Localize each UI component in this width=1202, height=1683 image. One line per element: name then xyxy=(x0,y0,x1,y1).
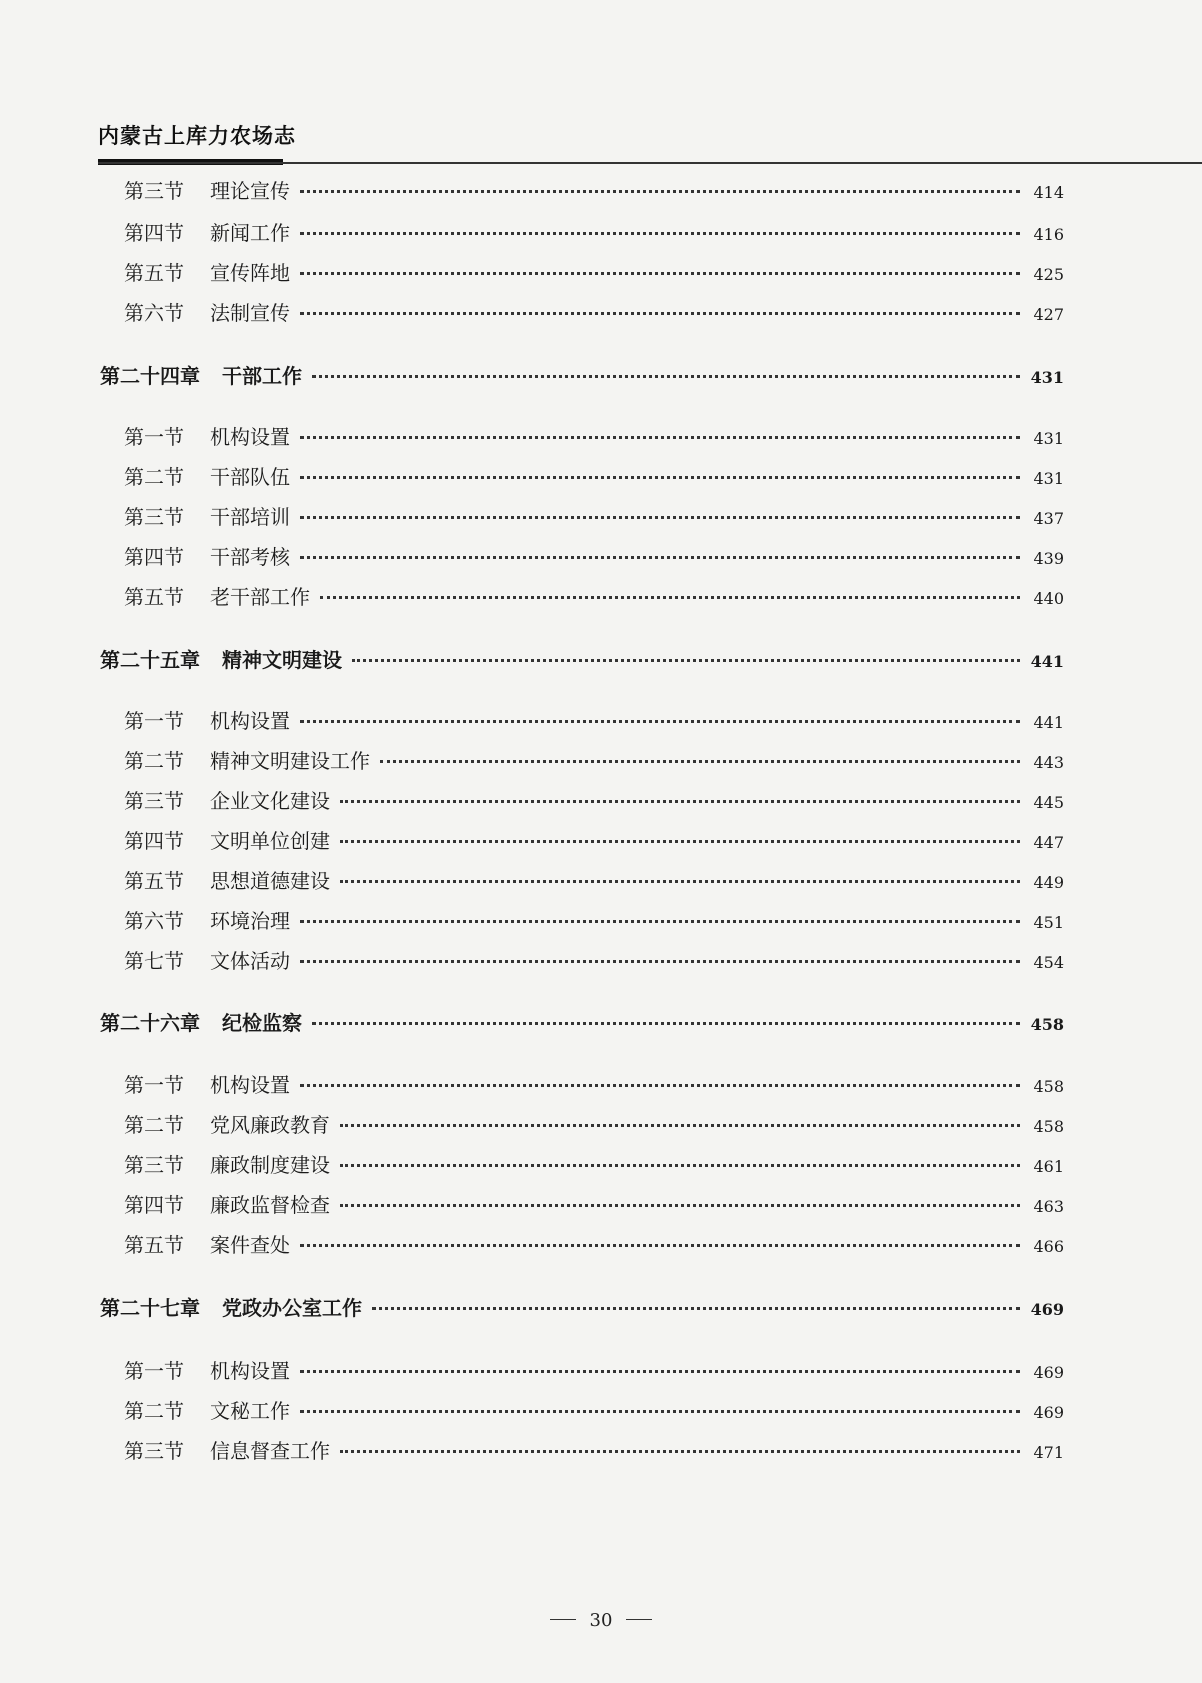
toc-section-row xyxy=(124,297,1064,327)
section-title: 文明单位创建 xyxy=(210,829,330,853)
section-number: 第四节 xyxy=(124,545,184,569)
dot-leader xyxy=(320,596,1020,599)
toc-page-number: 414 xyxy=(1033,183,1064,202)
section-title: 环境治理 xyxy=(210,909,290,933)
running-header-title: 内蒙古上库力农场志 xyxy=(98,123,296,148)
toc-section-row xyxy=(124,785,1064,815)
toc-section-row xyxy=(124,1395,1064,1425)
toc-page-number: 466 xyxy=(1033,1237,1064,1256)
toc-page-number: 461 xyxy=(1033,1157,1064,1176)
section-number: 第三节 xyxy=(124,505,184,529)
section-title: 理论宣传 xyxy=(210,179,290,203)
toc-page-number: 440 xyxy=(1033,589,1064,608)
section-number: 第六节 xyxy=(124,301,184,325)
section-title: 老干部工作 xyxy=(210,585,310,609)
footer-dash-left xyxy=(550,1619,576,1620)
chapter-title: 纪检监察 xyxy=(222,1011,302,1035)
toc-page-number: 431 xyxy=(1033,429,1064,448)
section-title: 法制宣传 xyxy=(210,301,290,325)
dot-leader xyxy=(300,312,1020,315)
section-number: 第六节 xyxy=(124,909,184,933)
section-number: 第三节 xyxy=(124,1153,184,1177)
chapter-number: 第二十七章 xyxy=(100,1296,200,1320)
toc-page-number: 439 xyxy=(1033,549,1064,568)
section-title: 干部培训 xyxy=(210,505,290,529)
section-title: 新闻工作 xyxy=(210,221,290,245)
toc-page-number: 454 xyxy=(1033,953,1064,972)
section-title: 思想道德建设 xyxy=(210,869,330,893)
toc-page-number: 458 xyxy=(1030,1015,1064,1034)
section-title: 机构设置 xyxy=(210,1359,290,1383)
toc-page-number: 425 xyxy=(1033,265,1064,284)
page-footer xyxy=(0,1610,1202,1631)
dot-leader xyxy=(340,880,1020,883)
section-number: 第二节 xyxy=(124,465,184,489)
toc-page-number: 469 xyxy=(1033,1363,1064,1382)
section-number: 第四节 xyxy=(124,1193,184,1217)
toc-section-row xyxy=(124,175,1064,205)
dot-leader xyxy=(300,272,1020,275)
toc-page-number: 463 xyxy=(1033,1197,1064,1216)
toc-chapter-row xyxy=(100,1007,1064,1037)
chapter-title: 党政办公室工作 xyxy=(222,1296,362,1320)
chapter-title: 干部工作 xyxy=(222,364,302,388)
section-title: 廉政监督检查 xyxy=(210,1193,330,1217)
toc-section-row xyxy=(124,1435,1064,1465)
dot-leader xyxy=(300,1244,1020,1247)
section-number: 第三节 xyxy=(124,789,184,813)
section-number: 第三节 xyxy=(124,1439,184,1463)
toc-section-row xyxy=(124,745,1064,775)
chapter-title: 精神文明建设 xyxy=(222,648,342,672)
footer-dash-right xyxy=(626,1619,652,1620)
toc-page-number: 469 xyxy=(1030,1300,1064,1319)
page-number: 30 xyxy=(589,1610,613,1631)
toc-section-row xyxy=(124,945,1064,975)
toc-page-number: 445 xyxy=(1033,793,1064,812)
toc-page-number: 443 xyxy=(1033,753,1064,772)
dot-leader xyxy=(340,800,1020,803)
toc-page-number: 437 xyxy=(1033,509,1064,528)
dot-leader xyxy=(300,476,1020,479)
dot-leader xyxy=(312,375,1020,378)
toc-page-number: 469 xyxy=(1033,1403,1064,1422)
section-title: 案件查处 xyxy=(210,1233,290,1257)
section-number: 第三节 xyxy=(124,179,184,203)
dot-leader xyxy=(300,920,1020,923)
section-title: 党风廉政教育 xyxy=(210,1113,330,1137)
dot-leader xyxy=(300,960,1020,963)
toc-chapter-row xyxy=(100,360,1064,390)
section-number: 第七节 xyxy=(124,949,184,973)
toc-section-row xyxy=(124,461,1064,491)
toc-section-row xyxy=(124,1109,1064,1139)
section-number: 第五节 xyxy=(124,261,184,285)
dot-leader xyxy=(340,1164,1020,1167)
section-title: 宣传阵地 xyxy=(210,261,290,285)
dot-leader xyxy=(380,760,1020,763)
toc-section-row xyxy=(124,501,1064,531)
toc-chapter-row xyxy=(100,1292,1064,1322)
toc-section-row xyxy=(124,1189,1064,1219)
toc-section-row xyxy=(124,217,1064,247)
section-number: 第二节 xyxy=(124,1113,184,1137)
toc-section-row xyxy=(124,421,1064,451)
chapter-number: 第二十四章 xyxy=(100,364,200,388)
toc-section-row xyxy=(124,865,1064,895)
section-number: 第一节 xyxy=(124,1073,184,1097)
toc-page-number: 441 xyxy=(1033,713,1064,732)
section-title: 文体活动 xyxy=(210,949,290,973)
dot-leader xyxy=(300,232,1020,235)
section-number: 第四节 xyxy=(124,829,184,853)
toc-page-number: 431 xyxy=(1033,469,1064,488)
chapter-number: 第二十五章 xyxy=(100,648,200,672)
section-number: 第一节 xyxy=(124,709,184,733)
section-title: 信息督查工作 xyxy=(210,1439,330,1463)
toc-section-row xyxy=(124,257,1064,287)
section-title: 机构设置 xyxy=(210,709,290,733)
toc-page-number: 427 xyxy=(1033,305,1064,324)
section-title: 干部队伍 xyxy=(210,465,290,489)
dot-leader xyxy=(300,436,1020,439)
section-title: 干部考核 xyxy=(210,545,290,569)
section-title: 文秘工作 xyxy=(210,1399,290,1423)
dot-leader xyxy=(312,1022,1020,1025)
toc-page-number: 458 xyxy=(1033,1117,1064,1136)
dot-leader xyxy=(300,1084,1020,1087)
toc-page-number: 458 xyxy=(1033,1077,1064,1096)
toc-section-row xyxy=(124,1355,1064,1385)
section-number: 第二节 xyxy=(124,1399,184,1423)
section-title: 企业文化建设 xyxy=(210,789,330,813)
dot-leader xyxy=(340,1124,1020,1127)
toc-section-row xyxy=(124,705,1064,735)
section-number: 第五节 xyxy=(124,1233,184,1257)
dot-leader xyxy=(340,840,1020,843)
toc-page-number: 451 xyxy=(1033,913,1064,932)
dot-leader xyxy=(300,190,1020,193)
toc-section-row xyxy=(124,1229,1064,1259)
toc-section-row xyxy=(124,581,1064,611)
toc-page-number: 447 xyxy=(1033,833,1064,852)
toc-page-number: 431 xyxy=(1030,368,1064,387)
header-rule xyxy=(98,162,1202,164)
toc-page-number: 471 xyxy=(1033,1443,1064,1462)
dot-leader xyxy=(352,659,1020,662)
toc-section-row xyxy=(124,905,1064,935)
dot-leader xyxy=(300,720,1020,723)
chapter-number: 第二十六章 xyxy=(100,1011,200,1035)
section-number: 第五节 xyxy=(124,585,184,609)
section-number: 第一节 xyxy=(124,425,184,449)
dot-leader xyxy=(340,1204,1020,1207)
toc-page-number: 441 xyxy=(1030,652,1064,671)
toc-section-row xyxy=(124,1149,1064,1179)
toc-chapter-row xyxy=(100,644,1064,674)
toc-section-row xyxy=(124,825,1064,855)
dot-leader xyxy=(372,1307,1020,1310)
dot-leader xyxy=(300,1370,1020,1373)
section-number: 第一节 xyxy=(124,1359,184,1383)
section-title: 机构设置 xyxy=(210,1073,290,1097)
dot-leader xyxy=(300,516,1020,519)
toc-page-number: 416 xyxy=(1033,225,1064,244)
toc-section-row xyxy=(124,541,1064,571)
dot-leader xyxy=(300,1410,1020,1413)
toc-page-number: 449 xyxy=(1033,873,1064,892)
section-number: 第二节 xyxy=(124,749,184,773)
section-title: 廉政制度建设 xyxy=(210,1153,330,1177)
toc-section-row xyxy=(124,1069,1064,1099)
section-number: 第四节 xyxy=(124,221,184,245)
dot-leader xyxy=(340,1450,1020,1453)
dot-leader xyxy=(300,556,1020,559)
section-title: 精神文明建设工作 xyxy=(210,749,370,773)
section-title: 机构设置 xyxy=(210,425,290,449)
section-number: 第五节 xyxy=(124,869,184,893)
